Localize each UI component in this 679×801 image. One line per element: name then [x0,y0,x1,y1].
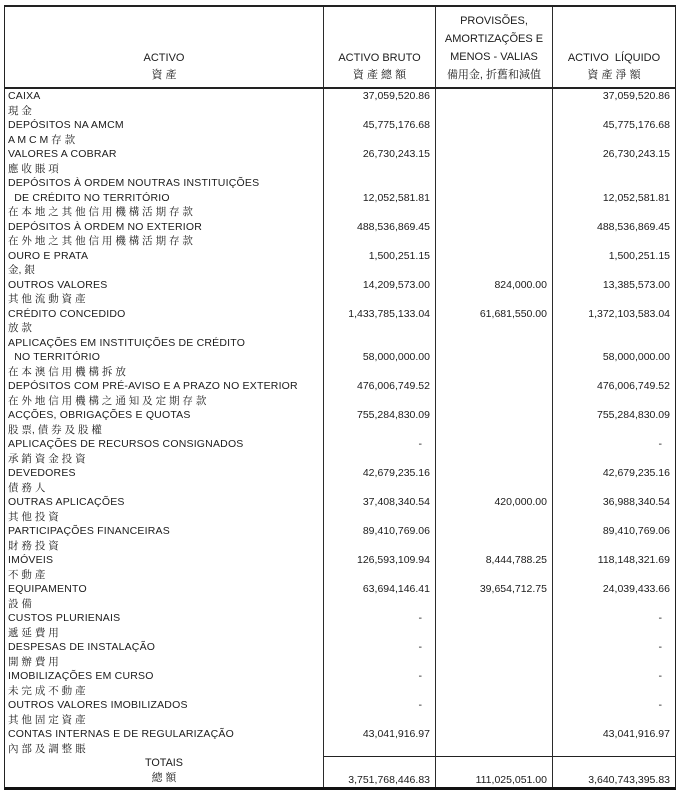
asset-label-zh: 在 外 地 信 用 機 構 之 通 知 及 定 期 存 款 [8,394,207,407]
asset-label-zh: 在 外 地 之 其 他 信 用 機 構 活 期 存 款 [8,235,193,247]
activo-liquido-value: 42,679,235.16 [602,467,670,479]
provisoes-value [436,89,552,104]
activo-liquido-value-cell [553,118,675,147]
asset-label-pt: EQUIPAMENTO [8,583,87,595]
asset-label-cell [5,524,324,553]
activo-bruto-value-cell [324,118,436,147]
provisoes-value-cell [436,118,553,147]
asset-label-cell [5,336,324,380]
activo-liquido-value-cell [553,698,675,727]
activo-liquido-value-cell [553,89,675,118]
activo-bruto-value-cell [324,669,436,698]
provisoes-value [436,727,552,742]
table-row [5,553,675,582]
asset-label-cell [5,89,324,118]
table-row [5,379,675,408]
totals-bruto-value: 3,751,768,446.83 [348,773,430,786]
header-provisoes-line2: AMORTIZAÇÕES E [444,33,544,45]
table-row [5,147,675,176]
asset-label-pt: IMÓVEIS [8,554,54,566]
activo-liquido-value: 755,284,830.09 [597,409,670,421]
activo-liquido-value-cell [553,524,675,553]
table-row [5,611,675,640]
activo-liquido-value: 1,500,251.15 [608,249,670,262]
activo-liquido-value: 13,385,573.00 [602,278,670,291]
asset-label-cell [5,640,324,669]
asset-label-pt: NO TERRITÓRIO [8,351,101,363]
asset-label-cell [5,611,324,640]
asset-label-cell [5,220,324,249]
asset-label-zh: 在 本 地 之 其 他 信 用 機 構 活 期 存 款 [8,206,193,218]
provisoes-value-cell [436,147,553,176]
provisoes-value-cell [436,176,553,220]
activo-liquido-value: - [658,612,662,624]
table-row [5,249,675,278]
asset-label-pt: OURO E PRATA [8,249,89,262]
asset-label-cell [5,176,324,220]
activo-bruto-value: 42,679,235.16 [362,467,430,479]
provisoes-value [436,249,552,264]
header-provisoes-line3: MENOS - VALIAS [450,51,538,63]
activo-liquido-value-cell [553,495,675,524]
provisoes-value: 8,444,788.25 [485,554,547,566]
activo-bruto-value: 43,041,916.97 [362,728,430,740]
activo-bruto-value: 63,694,146.41 [362,583,430,595]
provisoes-value [436,437,552,452]
provisoes-value-cell [436,524,553,553]
asset-label-zh: 債 務 人 [8,481,46,494]
asset-label-pt: OUTROS VALORES [8,278,108,291]
asset-label-pt: DEVEDORES [8,467,76,479]
asset-label-cell [5,408,324,437]
activo-bruto-value: - [418,641,422,653]
provisoes-value-cell [436,278,553,307]
provisoes-value [436,640,552,655]
asset-label-cell [5,118,324,147]
provisoes-value: 824,000.00 [494,278,547,291]
table-row [5,176,675,220]
activo-bruto-value-cell [324,553,436,582]
table-body [5,89,675,756]
asset-label-pt: DEPÓSITOS À ORDEM NO EXTERIOR [8,220,203,233]
activo-bruto-value-cell [324,524,436,553]
provisoes-value [436,408,552,423]
activo-bruto-value: - [418,699,422,711]
activo-bruto-value: 755,284,830.09 [357,409,430,421]
asset-label-pt: DEPÓSITOS NA AMCM [8,119,124,131]
activo-bruto-value: 37,059,520.86 [362,90,430,102]
activo-bruto-value: 12,052,581.81 [362,191,430,204]
asset-label-zh: 財 務 投 資 [8,539,59,552]
totals-row [5,756,675,787]
table-row [5,408,675,437]
activo-bruto-value: 476,006,749.52 [357,380,430,392]
provisoes-value-cell [436,379,553,408]
provisoes-value-cell [436,611,553,640]
asset-label-pt: CAIXA [8,90,41,102]
provisoes-value: 39,654,712.75 [479,583,547,595]
table-row [5,698,675,727]
activo-bruto-value: 488,536,869.45 [357,220,430,233]
provisoes-value [436,669,552,684]
activo-liquido-value: 36,988,340.54 [602,496,670,508]
activo-liquido-value-cell [553,220,675,249]
table-row [5,278,675,307]
activo-bruto-value: 1,433,785,133.04 [348,307,430,320]
header-bruto-pt: ACTIVO BRUTO [338,52,421,64]
activo-liquido-value-cell [553,307,675,336]
asset-label-pt: OUTROS VALORES IMOBILIZADOS [8,699,188,711]
asset-label-zh: 承 銷 資 金 投 資 [8,452,86,465]
provisoes-value-cell [436,307,553,336]
activo-liquido-value-cell [553,379,675,408]
table-row [5,582,675,611]
provisoes-value [436,466,552,481]
activo-liquido-value-cell [553,336,675,380]
asset-label-zh: 其 他 固 定 資 產 [8,713,86,726]
table-row [5,89,675,118]
asset-label-pt: CONTAS INTERNAS E DE REGULARIZAÇÃO [8,728,234,740]
asset-label-pt: IMOBILIZAÇÕES EM CURSO [8,670,154,682]
asset-label-cell [5,698,324,727]
asset-label-cell [5,669,324,698]
asset-label-zh: 遞 延 費 用 [8,626,59,639]
activo-bruto-value-cell [324,147,436,176]
table-row [5,307,675,336]
provisoes-value-cell [436,437,553,466]
activo-bruto-value-cell [324,437,436,466]
totals-liquido-value: 3,640,743,395.83 [588,773,670,786]
activo-liquido-value-cell [553,466,675,495]
activo-liquido-value-cell [553,582,675,611]
activo-liquido-value-cell [553,176,675,220]
asset-label-zh: 其 他 投 資 [8,510,59,523]
asset-label-pt: PARTICIPAÇÕES FINANCEIRAS [8,525,170,537]
asset-label-pt: ACÇÕES, OBRIGAÇÕES E QUOTAS [8,409,191,421]
provisoes-value-cell [436,727,553,756]
asset-label-cell [5,727,324,756]
activo-liquido-value-cell [553,727,675,756]
activo-liquido-value: 26,730,243.15 [602,148,670,160]
asset-label-cell [5,278,324,307]
provisoes-value [436,379,552,394]
table-row [5,220,675,249]
provisoes-value [436,220,552,235]
activo-liquido-value: 58,000,000.00 [602,351,670,363]
provisoes-value [436,191,552,206]
table-row [5,524,675,553]
asset-label-cell [5,495,324,524]
asset-label-cell [5,147,324,176]
activo-bruto-value: 26,730,243.15 [362,148,430,160]
activo-liquido-value: 488,536,869.45 [597,220,670,233]
activo-bruto-value-cell [324,408,436,437]
asset-label-zh: 金, 銀 [8,264,35,276]
header-activo-pt: ACTIVO [143,52,185,64]
table-row [5,495,675,524]
activo-bruto-value: 126,593,109.94 [357,554,430,566]
asset-label-zh: 放 款 [8,322,32,334]
activo-liquido-value-cell [553,553,675,582]
activo-bruto-value-cell [324,640,436,669]
asset-label-cell [5,582,324,611]
activo-liquido-value: 24,039,433.66 [602,583,670,595]
activo-liquido-value: 43,041,916.97 [602,728,670,740]
asset-label-zh: 內 部 及 調 整 賬 [8,742,86,755]
asset-label-cell [5,553,324,582]
asset-label-pt: CRÉDITO CONCEDIDO [8,307,126,320]
table-row [5,437,675,466]
activo-bruto-value-cell [324,727,436,756]
table-row [5,466,675,495]
table-row [5,669,675,698]
asset-label-pt: CUSTOS PLURIENAIS [8,612,121,624]
header-activo-bruto [324,7,436,87]
activo-bruto-value-cell [324,249,436,278]
table-row [5,727,675,756]
activo-liquido-value-cell [553,437,675,466]
asset-label-zh: 未 完 成 不 動 產 [8,684,86,697]
header-activo-liquido [553,7,675,87]
provisoes-value-cell [436,336,553,380]
activo-liquido-value: - [658,438,662,450]
asset-label-zh: 其 他 流 動 資 產 [8,293,86,305]
activo-liquido-value-cell [553,408,675,437]
activo-bruto-value-cell [324,379,436,408]
header-provisoes [436,7,553,87]
activo-bruto-value-cell [324,89,436,118]
totals-label-zh: 總 額 [151,772,177,784]
asset-label-cell [5,437,324,466]
asset-label-zh: 在 本 澳 信 用 機 構 拆 放 [8,365,126,378]
asset-label-cell [5,379,324,408]
header-liquido-pt: ACTIVO LÍQUIDO [567,52,661,64]
totals-label [5,756,324,787]
header-provisoes-line1: PROVISÕES, [460,15,528,27]
activo-liquido-value: - [658,641,662,653]
totals-bruto-cell [324,756,436,787]
activo-bruto-value: - [418,612,422,624]
activo-bruto-value-cell [324,176,436,220]
provisoes-value-cell [436,640,553,669]
activo-liquido-value-cell [553,640,675,669]
provisoes-value [436,611,552,626]
asset-label-pt: DEPÓSITOS À ORDEM NOUTRAS INSTITUIÇÕES [8,177,260,189]
activo-bruto-value: 1,500,251.15 [368,249,430,262]
activo-liquido-value: 118,148,321.69 [597,554,670,566]
activo-bruto-value-cell [324,611,436,640]
activo-bruto-value: - [418,670,422,682]
provisoes-value-cell [436,698,553,727]
provisoes-value-cell [436,89,553,118]
activo-liquido-value: 37,059,520.86 [602,90,670,102]
provisoes-value-cell [436,553,553,582]
balance-sheet-assets-table [4,5,676,790]
totals-liquido-cell [553,756,675,787]
activo-liquido-value-cell [553,278,675,307]
provisoes-value-cell [436,408,553,437]
header-activo-zh: 資 產 [151,69,177,81]
asset-label-zh: 開 辦 費 用 [8,655,59,668]
asset-label-zh: 應 收 賬 項 [8,162,59,175]
activo-liquido-value: 45,775,176.68 [602,119,670,131]
activo-liquido-value: - [658,699,662,711]
asset-label-zh: 股 票, 債 券 及 股 權 [8,423,102,436]
provisoes-value [436,524,552,539]
totals-provisoes-cell [436,756,553,787]
activo-bruto-value: 45,775,176.68 [362,119,430,131]
header-bruto-zh: 資 產 總 額 [352,69,407,81]
asset-label-zh: 現 金 [8,104,32,117]
provisoes-value [436,118,552,133]
activo-liquido-value-cell [553,669,675,698]
totals-provisoes-value: 111,025,051.00 [475,773,547,786]
totals-label-pt: TOTAIS [145,757,183,769]
asset-label-cell [5,249,324,278]
asset-label-cell [5,466,324,495]
header-liquido-zh: 資 產 淨 額 [587,69,641,81]
activo-bruto-value-cell [324,336,436,380]
provisoes-value-cell [436,466,553,495]
activo-bruto-value: 58,000,000.00 [362,351,430,363]
activo-bruto-value-cell [324,495,436,524]
asset-label-pt: APLICAÇÕES DE RECURSOS CONSIGNADOS [8,438,244,450]
asset-label-cell [5,307,324,336]
provisoes-value-cell [436,220,553,249]
table-header [5,7,675,89]
activo-bruto-value-cell [324,698,436,727]
activo-bruto-value-cell [324,466,436,495]
activo-liquido-value: - [658,670,662,682]
activo-bruto-value-cell [324,307,436,336]
activo-liquido-value: 1,372,103,583.04 [588,307,670,320]
provisoes-value [436,147,552,162]
activo-liquido-value-cell [553,611,675,640]
asset-label-pt: OUTRAS APLICAÇÕES [8,496,125,508]
header-activo [5,7,324,87]
provisoes-value-cell [436,495,553,524]
asset-label-zh: A M C M 存 款 [8,133,76,146]
provisoes-value-cell [436,669,553,698]
asset-label-pt: DE CRÉDITO NO TERRITÓRIO [8,191,170,204]
activo-bruto-value-cell [324,582,436,611]
activo-bruto-value: - [418,438,422,450]
activo-liquido-value: 476,006,749.52 [597,380,670,392]
activo-bruto-value: 89,410,769.06 [362,525,430,537]
asset-label-pt: DESPESAS DE INSTALAÇÃO [8,641,156,653]
provisoes-value-cell [436,249,553,278]
asset-label-pt: APLICAÇÕES EM INSTITUIÇÕES DE CRÉDITO [8,336,246,349]
activo-bruto-value-cell [324,278,436,307]
provisoes-value [436,698,552,713]
activo-liquido-value: 89,410,769.06 [602,525,670,537]
asset-label-pt: DEPÓSITOS COM PRÉ-AVISO E A PRAZO NO EXTERIOR [8,380,298,392]
provisoes-value: 61,681,550.00 [479,307,547,320]
provisoes-value [436,350,552,365]
activo-bruto-value: 14,209,573.00 [362,278,430,291]
asset-label-pt: VALORES A COBRAR [8,148,117,160]
provisoes-value: 420,000.00 [494,496,547,508]
activo-liquido-value-cell [553,249,675,278]
activo-liquido-value: 12,052,581.81 [602,191,670,204]
asset-label-zh: 設 備 [8,597,32,610]
provisoes-value-cell [436,582,553,611]
table-row [5,640,675,669]
activo-bruto-value-cell [324,220,436,249]
activo-bruto-value: 37,408,340.54 [362,496,430,508]
table-row [5,336,675,380]
header-provisoes-zh: 備用金, 折舊和減值 [446,69,542,81]
table-row [5,118,675,147]
asset-label-zh: 不 動 產 [8,568,46,581]
activo-liquido-value-cell [553,147,675,176]
